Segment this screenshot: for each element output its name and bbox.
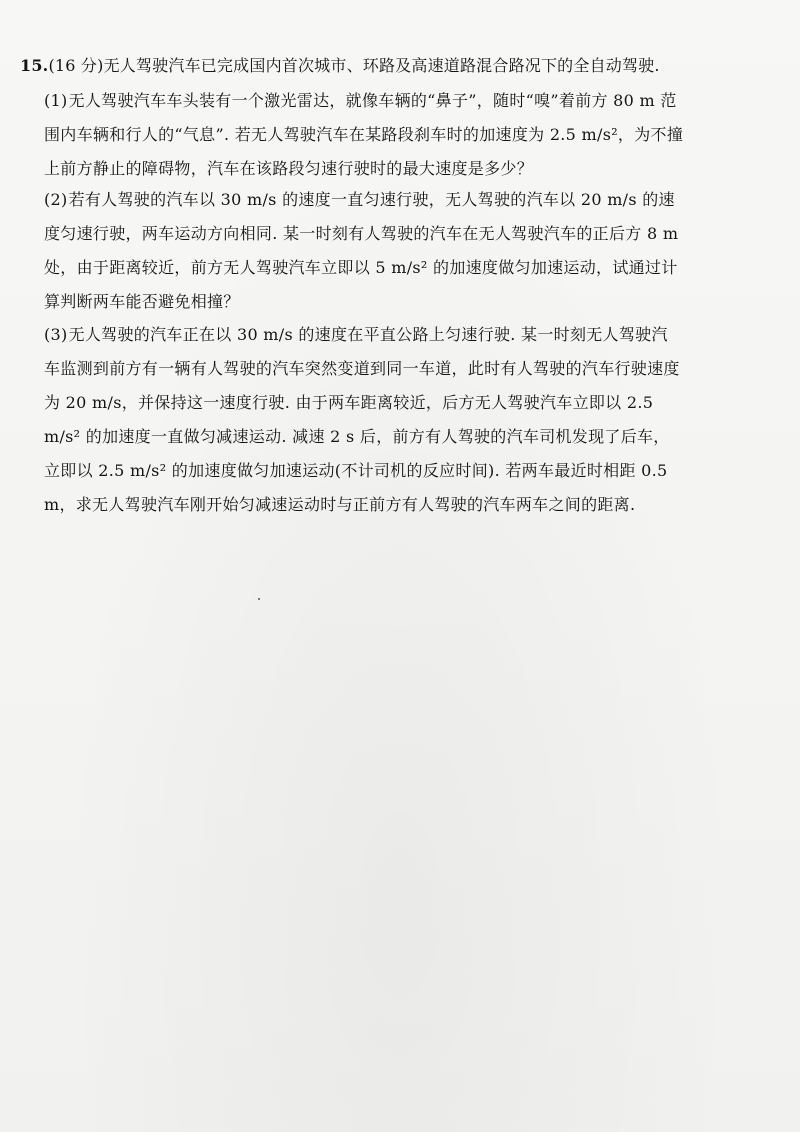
part-1 bbox=[44, 84, 684, 186]
question-number: 15. bbox=[20, 56, 49, 75]
part-2-label: (2) bbox=[44, 190, 68, 209]
part-2-text: 若有人驾驶的汽车以 30 m/s 的速度一直匀速行驶，无人驾驶的汽车以 20 m/s 的速度匀速行驶，两车运动方向相同. 某一时刻有人驾驶的汽车在无人驾驶汽车的正后方 8 m 处，由于距离较近，前方无人驾驶汽车立即以 5 m/s² 的加速度做匀加速运动，试通过计算判断两车能否避免相撞？ bbox=[44, 190, 679, 311]
part-3-text: 无人驾驶的汽车正在以 30 m/s 的速度在平直公路上匀速行驶. 某一时刻无人驾驶汽车监测到前方有一辆有人驾驶的汽车突然变道到同一车道，此时有人驾驶的汽车行驶速度为 20 m/s，并保持这一速度行驶. 由于两车距离较近，后方无人驾驶汽车立即以 2.5 m/s² 的加速度一直做匀减速运动. 减速 2 s 后，前方有人驾驶的汽车司机发现了后车，立即以 2.5 m/s² 的加速度做匀加速运动(不计司机的反应时间). 若两车最近时相距 0.5 m，求无人驾驶汽车刚开始匀减速运动时与正前方有人驾驶的汽车两车之间的距离. bbox=[44, 325, 680, 514]
part-1-label: (1) bbox=[44, 91, 68, 110]
part-2 bbox=[44, 183, 684, 319]
question-header bbox=[20, 55, 760, 77]
question-stem: 无人驾驶汽车已完成国内首次城市、环路及高速道路混合路况下的全自动驾驶. bbox=[103, 56, 660, 75]
scan-speck bbox=[258, 598, 260, 600]
part-3 bbox=[44, 318, 684, 522]
question-score: (16 分) bbox=[48, 56, 104, 75]
part-3-label: (3) bbox=[44, 325, 68, 344]
part-1-text: 无人驾驶汽车车头装有一个激光雷达，就像车辆的“鼻子”，随时“嗅”着前方 80 m 范围内车辆和行人的“气息”. 若无人驾驶汽车在某路段刹车时的加速度为 2.5 m/s²，为不撞上前方静止的障碍物，汽车在该路段匀速行驶时的最大速度是多少？ bbox=[44, 91, 684, 178]
